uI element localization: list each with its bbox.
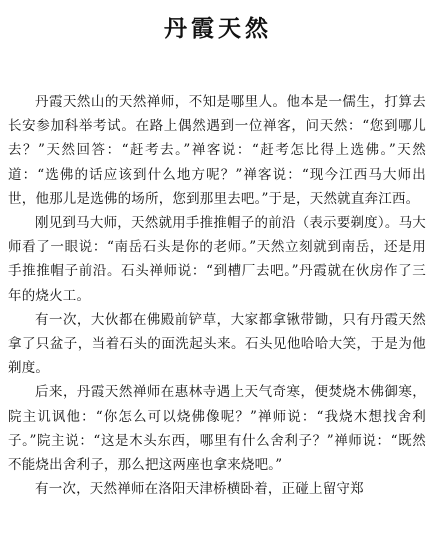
document-body [8,90,426,501]
paragraph-2: 刚见到马大师，天然就用手推推帽子的前沿（表示要剃度）。马大师看了一眼说：“南岳石头是你的老师。”天然立刻就到南岳，还是用手推推帽子前沿。石头禅师说：“到槽厂去吧。”丹霞就在伙房作了三年的烧火工。 [8,215,426,304]
document-title: 丹霞天然 [164,15,272,42]
paragraph-5: 有一次，天然禅师在洛阳天津桥横卧着，正碰上留守郑 [35,481,364,498]
paragraph-1: 丹霞天然山的天然禅师，不知是哪里人。他本是一儒生，打算去长安参加科举考试。在路上偶然遇到一位禅客，问天然：“您到哪儿去？”天然回答：“赶考去。”禅客说：“赶考怎比得上选佛。”天然道：“选佛的话应该到什么地方呢？”禅客说：“现今江西马大师出世，他那儿是选佛的场所，您到那里去吧。”于是，天然就直奔江西。 [8,94,426,207]
paragraph-4: 后来，丹霞天然禅师在惠林寺遇上天气奇寒，便焚烧木佛御寒，院主讥讽他：“你怎么可以烧佛像呢？”禅师说：“我烧木想找舍利子。”院主说：“这是木头东西，哪里有什么舍利子？”禅师说：“既然不能烧出舍利子，那么把这两座也拿来烧吧。” [8,384,426,474]
paragraph-3: 有一次，大伙都在佛殿前铲草，大家都拿锹带锄，只有丹霞天然拿了只盆子，当着石头的面洗起头来。石头见他哈哈大笑，于是为他剃度。 [8,311,426,377]
